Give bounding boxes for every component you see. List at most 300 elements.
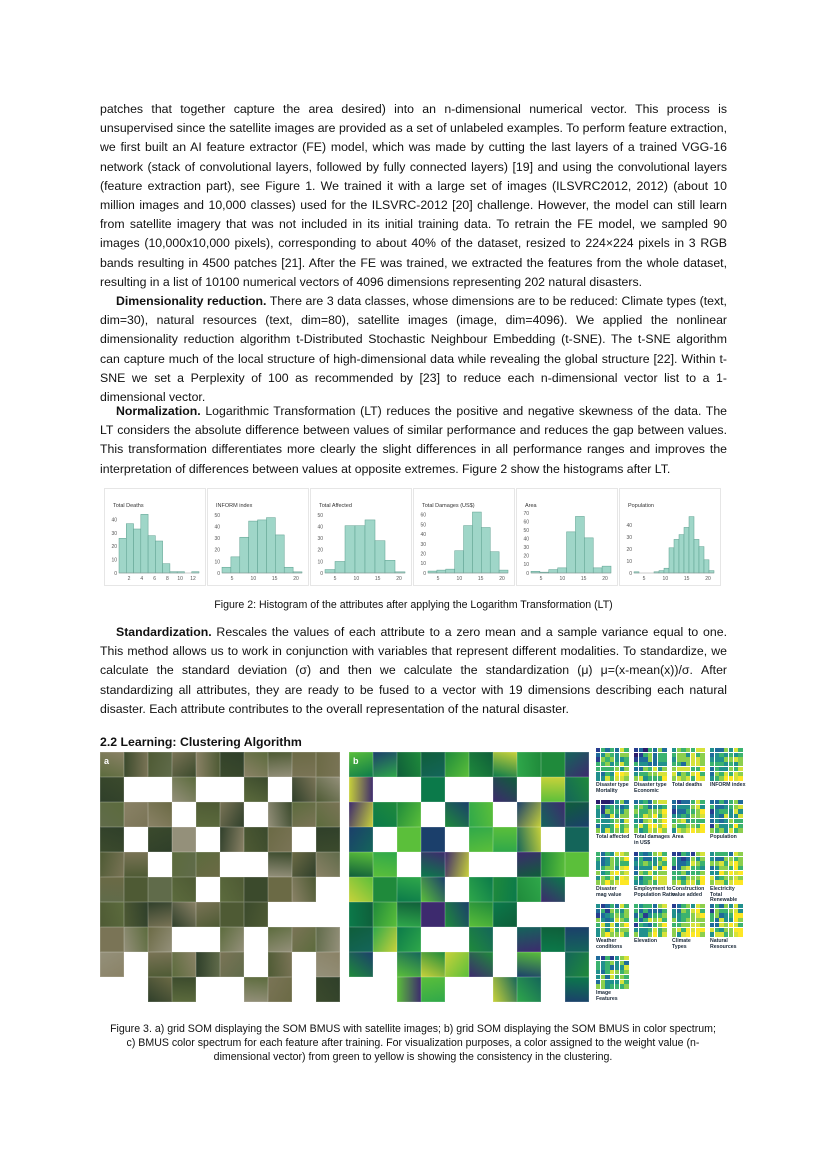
feature-map-cell bbox=[639, 909, 643, 913]
feature-map-cell bbox=[700, 809, 704, 813]
feature-map-cell bbox=[624, 918, 628, 922]
feature-map-cell bbox=[624, 975, 628, 979]
feature-map-cell bbox=[643, 932, 647, 936]
feature-map-cell bbox=[610, 880, 614, 884]
feature-map-cell bbox=[610, 932, 614, 936]
feature-map-cell bbox=[605, 805, 609, 809]
feature-map-cell bbox=[648, 762, 652, 766]
histogram-bar bbox=[704, 560, 709, 573]
feature-map-cell bbox=[719, 866, 723, 870]
feature-map-cell bbox=[624, 956, 628, 960]
feature-map-cell bbox=[729, 800, 733, 804]
feature-map-cell bbox=[686, 753, 690, 757]
satellite-tile bbox=[316, 977, 340, 1002]
feature-map-cell bbox=[601, 814, 605, 818]
feature-map-cell bbox=[710, 909, 714, 913]
feature-map-cell bbox=[624, 871, 628, 875]
feature-map-cell bbox=[601, 861, 605, 865]
satellite-tile bbox=[244, 827, 268, 852]
feature-map-cell bbox=[610, 861, 614, 865]
feature-map-cell bbox=[738, 871, 742, 875]
feature-map-cell bbox=[601, 880, 605, 884]
satellite-tile bbox=[244, 877, 268, 902]
feature-map-cell bbox=[681, 876, 685, 880]
y-tick-label: 20 bbox=[317, 547, 323, 554]
satellite-tile bbox=[220, 927, 244, 952]
feature-map-cell bbox=[639, 918, 643, 922]
feature-map-cell bbox=[615, 876, 619, 880]
satellite-tile bbox=[220, 827, 244, 852]
histogram-plot bbox=[311, 489, 411, 585]
feature-map-cell bbox=[601, 852, 605, 856]
x-tick-label: 5 bbox=[230, 576, 234, 582]
feature-map-cell bbox=[615, 828, 619, 832]
feature-map-cell bbox=[662, 805, 666, 809]
histogram-bar bbox=[335, 561, 345, 573]
empty-cell bbox=[196, 927, 220, 952]
feature-map-cell bbox=[624, 961, 628, 965]
satellite-tile bbox=[565, 952, 589, 977]
satellite-tile bbox=[268, 852, 292, 877]
feature-map-cell bbox=[696, 809, 700, 813]
feature-map-cell bbox=[620, 928, 624, 932]
empty-cell bbox=[268, 777, 292, 802]
feature-map-cell bbox=[686, 923, 690, 927]
feature-map-cell bbox=[658, 805, 662, 809]
feature-map-cell bbox=[677, 757, 681, 761]
y-tick-label: 30 bbox=[111, 530, 117, 537]
feature-map-cell bbox=[710, 861, 714, 865]
histogram-population bbox=[619, 488, 721, 586]
histogram-bar bbox=[325, 570, 335, 573]
feature-map-cell bbox=[624, 824, 628, 828]
feature-map-cell bbox=[643, 814, 647, 818]
feature-map-cell bbox=[724, 928, 728, 932]
feature-map-cell bbox=[686, 800, 690, 804]
feature-map-cell bbox=[610, 753, 614, 757]
feature-map-cell bbox=[605, 984, 609, 988]
feature-map-label: Total damages in US$ bbox=[634, 834, 670, 846]
feature-map-cell bbox=[724, 923, 728, 927]
satellite-tile bbox=[517, 852, 541, 877]
satellite-tile bbox=[349, 877, 373, 902]
feature-map-cell bbox=[681, 828, 685, 832]
feature-map-cell bbox=[691, 767, 695, 771]
feature-map bbox=[634, 904, 667, 937]
feature-map bbox=[596, 956, 629, 989]
empty-cell bbox=[517, 902, 541, 927]
feature-map-cell bbox=[610, 923, 614, 927]
satellite-tile bbox=[100, 852, 124, 877]
feature-map-cell bbox=[700, 928, 704, 932]
feature-map-cell bbox=[724, 776, 728, 780]
panel-label: a bbox=[104, 756, 110, 766]
feature-map-cell bbox=[734, 880, 738, 884]
feature-map-cell bbox=[691, 857, 695, 861]
satellite-tile bbox=[292, 802, 316, 827]
feature-map-cell bbox=[596, 805, 600, 809]
feature-map-cell bbox=[596, 961, 600, 965]
feature-map-cell bbox=[719, 932, 723, 936]
feature-map-cell bbox=[729, 904, 733, 908]
satellite-tile bbox=[124, 877, 148, 902]
feature-map-cell bbox=[691, 809, 695, 813]
feature-map-cell bbox=[677, 918, 681, 922]
feature-map-cell bbox=[605, 876, 609, 880]
feature-map-cell bbox=[729, 918, 733, 922]
feature-map-cell bbox=[624, 970, 628, 974]
feature-map-cell bbox=[710, 762, 714, 766]
histogram-bar bbox=[490, 552, 499, 573]
x-tick-label: 5 bbox=[333, 576, 337, 582]
feature-map-cell bbox=[653, 772, 657, 776]
feature-map-cell bbox=[719, 753, 723, 757]
satellite-tile bbox=[292, 877, 316, 902]
satellite-tile bbox=[397, 877, 421, 902]
feature-map-cell bbox=[615, 861, 619, 865]
feature-map-cell bbox=[620, 824, 624, 828]
feature-map-cell bbox=[620, 932, 624, 936]
empty-cell bbox=[292, 827, 316, 852]
feature-map-cell bbox=[643, 748, 647, 752]
feature-map-cell bbox=[601, 819, 605, 823]
y-tick-label: 0 bbox=[217, 570, 220, 577]
satellite-tile bbox=[397, 952, 421, 977]
feature-map-cell bbox=[686, 866, 690, 870]
satellite-tile bbox=[349, 952, 373, 977]
feature-map-cell bbox=[610, 876, 614, 880]
feature-map-cell bbox=[648, 857, 652, 861]
empty-cell bbox=[196, 827, 220, 852]
feature-map-cell bbox=[624, 767, 628, 771]
feature-map-cell bbox=[615, 762, 619, 766]
feature-map-cell bbox=[724, 824, 728, 828]
feature-map-cell bbox=[620, 805, 624, 809]
feature-map-cell bbox=[605, 824, 609, 828]
feature-map-cell bbox=[696, 748, 700, 752]
feature-map-cell bbox=[596, 861, 600, 865]
feature-map-cell bbox=[691, 805, 695, 809]
feature-map-cell bbox=[700, 748, 704, 752]
feature-map-cell bbox=[639, 814, 643, 818]
feature-map-cell bbox=[677, 772, 681, 776]
histogram-bar bbox=[284, 567, 293, 573]
feature-map-cell bbox=[624, 828, 628, 832]
feature-map-cell bbox=[738, 757, 742, 761]
feature-map-cell bbox=[715, 871, 719, 875]
x-tick-label: 20 bbox=[293, 576, 299, 582]
feature-map-cell bbox=[634, 932, 638, 936]
feature-map-cell bbox=[662, 857, 666, 861]
feature-map-cell bbox=[639, 852, 643, 856]
feature-map-cell bbox=[672, 913, 676, 917]
feature-map-cell bbox=[658, 861, 662, 865]
feature-map-cell bbox=[605, 904, 609, 908]
histogram-bar bbox=[266, 518, 275, 573]
satellite-tile bbox=[469, 877, 493, 902]
feature-map-cell bbox=[715, 918, 719, 922]
feature-map-cell bbox=[653, 809, 657, 813]
feature-map-cell bbox=[729, 762, 733, 766]
feature-map-cell bbox=[643, 809, 647, 813]
feature-map-cell bbox=[615, 805, 619, 809]
feature-map-cell bbox=[643, 767, 647, 771]
feature-map-cell bbox=[620, 965, 624, 969]
feature-map-cell bbox=[624, 913, 628, 917]
feature-map-cell bbox=[715, 805, 719, 809]
feature-map-cell bbox=[719, 913, 723, 917]
feature-map-cell bbox=[596, 809, 600, 813]
feature-map-cell bbox=[620, 923, 624, 927]
feature-map-cell bbox=[634, 819, 638, 823]
feature-map-cell bbox=[624, 805, 628, 809]
feature-map-cell bbox=[719, 805, 723, 809]
empty-cell bbox=[100, 977, 124, 1002]
y-tick-label: 0 bbox=[320, 570, 323, 577]
feature-map-cell bbox=[696, 800, 700, 804]
empty-cell bbox=[445, 877, 469, 902]
feature-map-cell bbox=[596, 767, 600, 771]
histogram-bar bbox=[689, 517, 694, 573]
feature-map-cell bbox=[729, 753, 733, 757]
feature-map-cell bbox=[620, 904, 624, 908]
figure-3-panel-c-feature-maps bbox=[594, 746, 746, 1008]
feature-map-cell bbox=[620, 956, 624, 960]
empty-cell bbox=[124, 777, 148, 802]
feature-map-cell bbox=[734, 809, 738, 813]
feature-map-cell bbox=[643, 861, 647, 865]
feature-map-cell bbox=[719, 767, 723, 771]
feature-map-cell bbox=[696, 928, 700, 932]
feature-map-cell bbox=[610, 757, 614, 761]
feature-map-cell bbox=[738, 904, 742, 908]
feature-map-cell bbox=[596, 876, 600, 880]
satellite-tile bbox=[148, 927, 172, 952]
feature-map-cell bbox=[615, 975, 619, 979]
satellite-tile bbox=[421, 852, 445, 877]
feature-map-cell bbox=[672, 828, 676, 832]
feature-map-cell bbox=[610, 961, 614, 965]
feature-map-cell bbox=[620, 880, 624, 884]
feature-map-cell bbox=[729, 923, 733, 927]
satellite-tile bbox=[349, 902, 373, 927]
feature-map-cell bbox=[601, 753, 605, 757]
feature-map-cell bbox=[615, 984, 619, 988]
feature-map-cell bbox=[601, 757, 605, 761]
feature-map-cell bbox=[686, 909, 690, 913]
feature-map-cell bbox=[681, 757, 685, 761]
empty-cell bbox=[292, 952, 316, 977]
feature-map-cell bbox=[596, 866, 600, 870]
feature-map-cell bbox=[643, 772, 647, 776]
feature-map-cell bbox=[615, 819, 619, 823]
feature-map-cell bbox=[719, 828, 723, 832]
feature-map bbox=[634, 800, 667, 833]
feature-map-cell bbox=[719, 757, 723, 761]
satellite-tile bbox=[445, 752, 469, 777]
feature-map-label: Area bbox=[672, 834, 684, 840]
satellite-tile bbox=[124, 752, 148, 777]
feature-map-cell bbox=[715, 828, 719, 832]
empty-cell bbox=[373, 977, 397, 1002]
feature-map-cell bbox=[729, 928, 733, 932]
feature-map-cell bbox=[643, 909, 647, 913]
satellite-tile bbox=[541, 802, 565, 827]
feature-map-cell bbox=[710, 923, 714, 927]
feature-map-cell bbox=[634, 861, 638, 865]
feature-map-cell bbox=[639, 762, 643, 766]
feature-map-cell bbox=[610, 965, 614, 969]
satellite-tile bbox=[517, 952, 541, 977]
feature-map-cell bbox=[672, 928, 676, 932]
x-tick-label: 10 bbox=[559, 576, 566, 582]
satellite-tile bbox=[397, 902, 421, 927]
empty-cell bbox=[469, 777, 493, 802]
feature-map-cell bbox=[729, 819, 733, 823]
feature-map-cell bbox=[610, 772, 614, 776]
feature-map-cell bbox=[605, 909, 609, 913]
feature-map-cell bbox=[677, 871, 681, 875]
feature-map bbox=[672, 852, 705, 885]
feature-map-cell bbox=[653, 748, 657, 752]
feature-map-cell bbox=[719, 861, 723, 865]
feature-map-cell bbox=[620, 828, 624, 832]
empty-cell bbox=[421, 802, 445, 827]
feature-map-cell bbox=[738, 762, 742, 766]
feature-map-cell bbox=[724, 876, 728, 880]
feature-map-cell bbox=[681, 753, 685, 757]
figure-3-panel-b-color-grid bbox=[349, 752, 591, 1004]
feature-map-cell bbox=[700, 824, 704, 828]
feature-map-cell bbox=[658, 913, 662, 917]
y-tick-label: 10 bbox=[420, 561, 426, 568]
x-tick-label: 15 bbox=[271, 576, 278, 582]
paragraph-dimensionality-reduction bbox=[100, 292, 727, 407]
feature-map-cell bbox=[648, 904, 652, 908]
feature-map-cell bbox=[615, 814, 619, 818]
feature-map-cell bbox=[643, 871, 647, 875]
feature-map-cell bbox=[643, 776, 647, 780]
figure-3-panel-a-satellite-grid bbox=[100, 752, 342, 1004]
feature-map-cell bbox=[624, 876, 628, 880]
satellite-tile bbox=[100, 827, 124, 852]
feature-map-cell bbox=[620, 753, 624, 757]
feature-map-cell bbox=[719, 809, 723, 813]
feature-map-cell bbox=[681, 852, 685, 856]
feature-map-cell bbox=[677, 876, 681, 880]
feature-map-label: Disaster type Economic bbox=[634, 782, 667, 794]
feature-map-cell bbox=[696, 913, 700, 917]
feature-map-cell bbox=[653, 762, 657, 766]
paragraph-normalization bbox=[100, 402, 727, 479]
satellite-tile bbox=[493, 777, 517, 802]
feature-map-cell bbox=[648, 772, 652, 776]
feature-map-cell bbox=[658, 909, 662, 913]
feature-map-cell bbox=[734, 772, 738, 776]
satellite-tile bbox=[268, 927, 292, 952]
feature-map-cell bbox=[601, 871, 605, 875]
x-tick-label: 10 bbox=[662, 576, 669, 582]
feature-map-cell bbox=[691, 866, 695, 870]
feature-map-cell bbox=[719, 918, 723, 922]
feature-map-cell bbox=[696, 857, 700, 861]
satellite-tile bbox=[349, 852, 373, 877]
feature-map-cell bbox=[724, 767, 728, 771]
feature-map-cell bbox=[610, 866, 614, 870]
satellite-tile bbox=[373, 877, 397, 902]
feature-map bbox=[672, 800, 705, 833]
feature-map-cell bbox=[615, 772, 619, 776]
feature-map-cell bbox=[691, 923, 695, 927]
feature-map-cell bbox=[696, 814, 700, 818]
feature-map-cell bbox=[677, 753, 681, 757]
feature-map-cell bbox=[696, 824, 700, 828]
histogram-bar bbox=[385, 560, 395, 573]
feature-map-cell bbox=[615, 880, 619, 884]
feature-map-cell bbox=[677, 852, 681, 856]
empty-cell bbox=[124, 952, 148, 977]
satellite-tile bbox=[565, 852, 589, 877]
feature-map-cell bbox=[672, 800, 676, 804]
feature-map-cell bbox=[715, 772, 719, 776]
satellite-tile bbox=[124, 927, 148, 952]
feature-map-cell bbox=[729, 866, 733, 870]
x-tick-label: 20 bbox=[602, 576, 608, 582]
feature-map-cell bbox=[734, 918, 738, 922]
feature-map-cell bbox=[605, 800, 609, 804]
feature-map-cell bbox=[605, 961, 609, 965]
feature-map-cell bbox=[596, 904, 600, 908]
histogram-bar bbox=[240, 537, 249, 573]
feature-map bbox=[596, 748, 629, 781]
satellite-tile bbox=[421, 877, 445, 902]
satellite-tile bbox=[541, 927, 565, 952]
feature-map-cell bbox=[691, 932, 695, 936]
feature-map-cell bbox=[677, 824, 681, 828]
feature-map-cell bbox=[648, 923, 652, 927]
feature-map-cell bbox=[719, 871, 723, 875]
feature-map-cell bbox=[691, 918, 695, 922]
feature-map-cell bbox=[658, 852, 662, 856]
feature-map-cell bbox=[719, 814, 723, 818]
feature-map-cell bbox=[639, 857, 643, 861]
feature-map-cell bbox=[700, 828, 704, 832]
feature-map-cell bbox=[596, 757, 600, 761]
feature-map-cell bbox=[596, 772, 600, 776]
satellite-tile bbox=[421, 952, 445, 977]
x-tick-label: 4 bbox=[140, 576, 144, 582]
feature-map-cell bbox=[715, 767, 719, 771]
feature-map-cell bbox=[648, 767, 652, 771]
feature-map-cell bbox=[653, 776, 657, 780]
empty-cell bbox=[316, 902, 340, 927]
histogram-bar bbox=[258, 520, 267, 573]
satellite-tile bbox=[196, 952, 220, 977]
feature-map-cell bbox=[596, 828, 600, 832]
satellite-tile bbox=[565, 977, 589, 1002]
feature-map-cell bbox=[710, 904, 714, 908]
feature-map-cell bbox=[648, 809, 652, 813]
feature-map-cell bbox=[719, 819, 723, 823]
feature-map-cell bbox=[605, 965, 609, 969]
satellite-tile bbox=[100, 802, 124, 827]
feature-map bbox=[710, 748, 743, 781]
feature-map-cell bbox=[639, 809, 643, 813]
feature-map bbox=[596, 800, 629, 833]
feature-map-cell bbox=[653, 800, 657, 804]
feature-map-cell bbox=[610, 776, 614, 780]
feature-map-cell bbox=[605, 776, 609, 780]
